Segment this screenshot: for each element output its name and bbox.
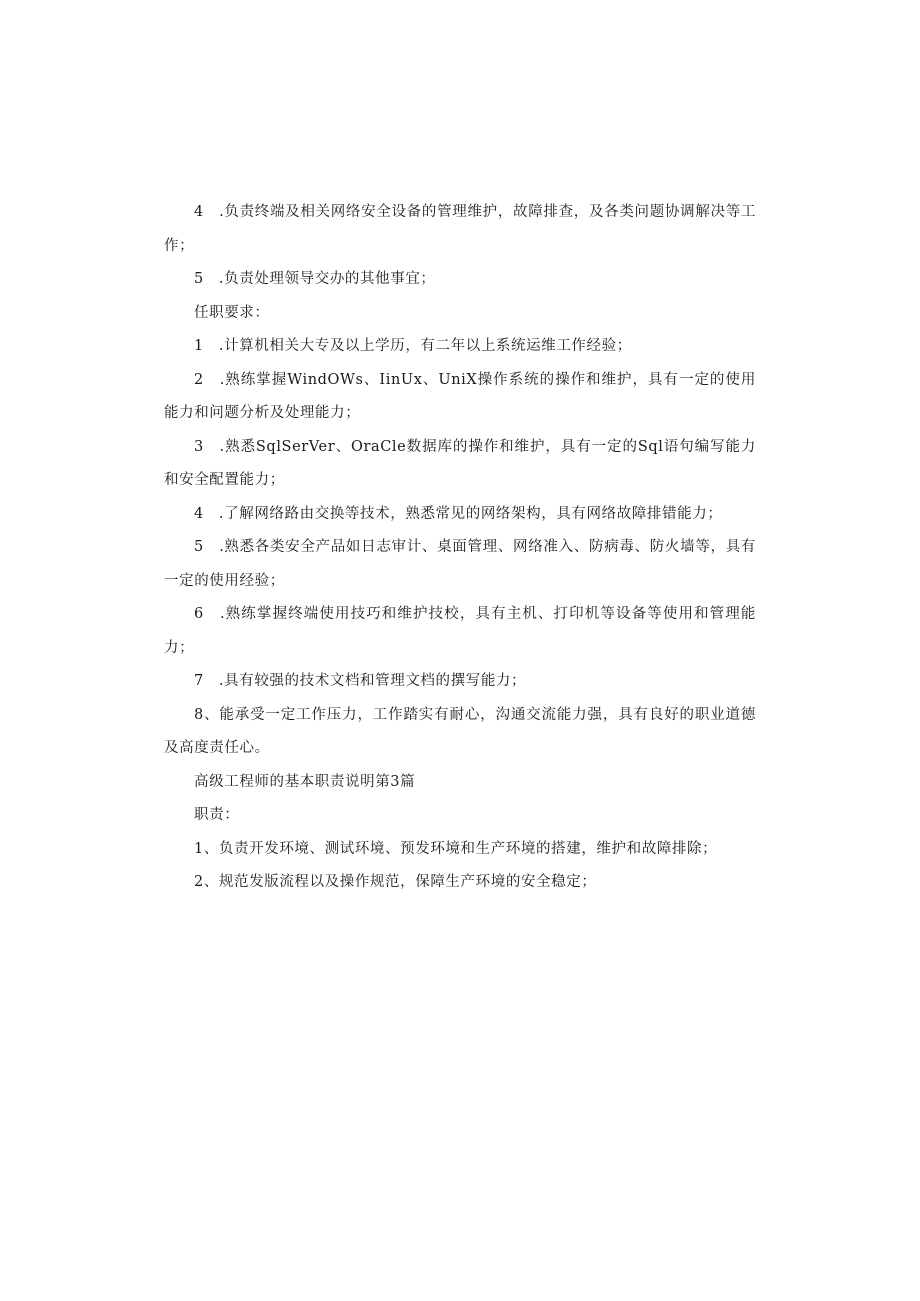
paragraph-requirement-4: 4 .了解网络路由交换等技术，熟悉常见的网络架构，具有网络故障排错能力； — [194, 505, 723, 522]
paragraph-duty-2: 2、规范发版流程以及操作规范，保障生产环境的安全稳定； — [194, 874, 597, 890]
paragraph-duty-4: 4 .负责终端及相关网络安全设备的管理维护，故障排查，及各类问题协调解决等工作； — [164, 204, 756, 254]
paragraph-requirement-3: 3 .熟悉SqlSerVer、OraCle数据库的操作和维护，具有一定的Sql语句编写能力和安全配置能力； — [164, 438, 756, 488]
paragraph-requirement-2: 2 .熟练掌握WindOWs、IinUx、UniX操作系统的操作和维护，具有一定的使用能力和问题分析及处理能力； — [164, 371, 756, 421]
paragraph-duty-1: 1、负责开发环境、测试环境、预发环境和生产环境的搭建，维护和故障排除； — [194, 840, 718, 857]
heading-requirements: 任职要求： — [194, 304, 270, 321]
heading-duties: 职责： — [194, 807, 240, 823]
document-body — [164, 196, 756, 900]
paragraph-duty-5: 5 .负责处理领导交办的其他事宜； — [194, 271, 436, 287]
section-title: 高级工程师的基本职责说明第3篇 — [194, 773, 416, 790]
paragraph-requirement-5: 5 .熟悉各类安全产品如日志审计、桌面管理、网络准入、防病毒、防火墙等，具有一定的使用经验； — [164, 539, 756, 589]
paragraph-requirement-8: 8、能承受一定工作压力，工作踏实有耐心，沟通交流能力强，具有良好的职业道德及高度责任心。 — [164, 706, 756, 756]
paragraph-requirement-6: 6 .熟练掌握终端使用技巧和维护技校，具有主机、打印机等设备等使用和管理能力； — [164, 606, 756, 656]
paragraph-requirement-1: 1 .计算机相关大专及以上学历，有二年以上系统运维工作经验； — [194, 338, 632, 354]
paragraph-requirement-7: 7 .具有较强的技术文档和管理文档的撰写能力； — [194, 673, 527, 689]
